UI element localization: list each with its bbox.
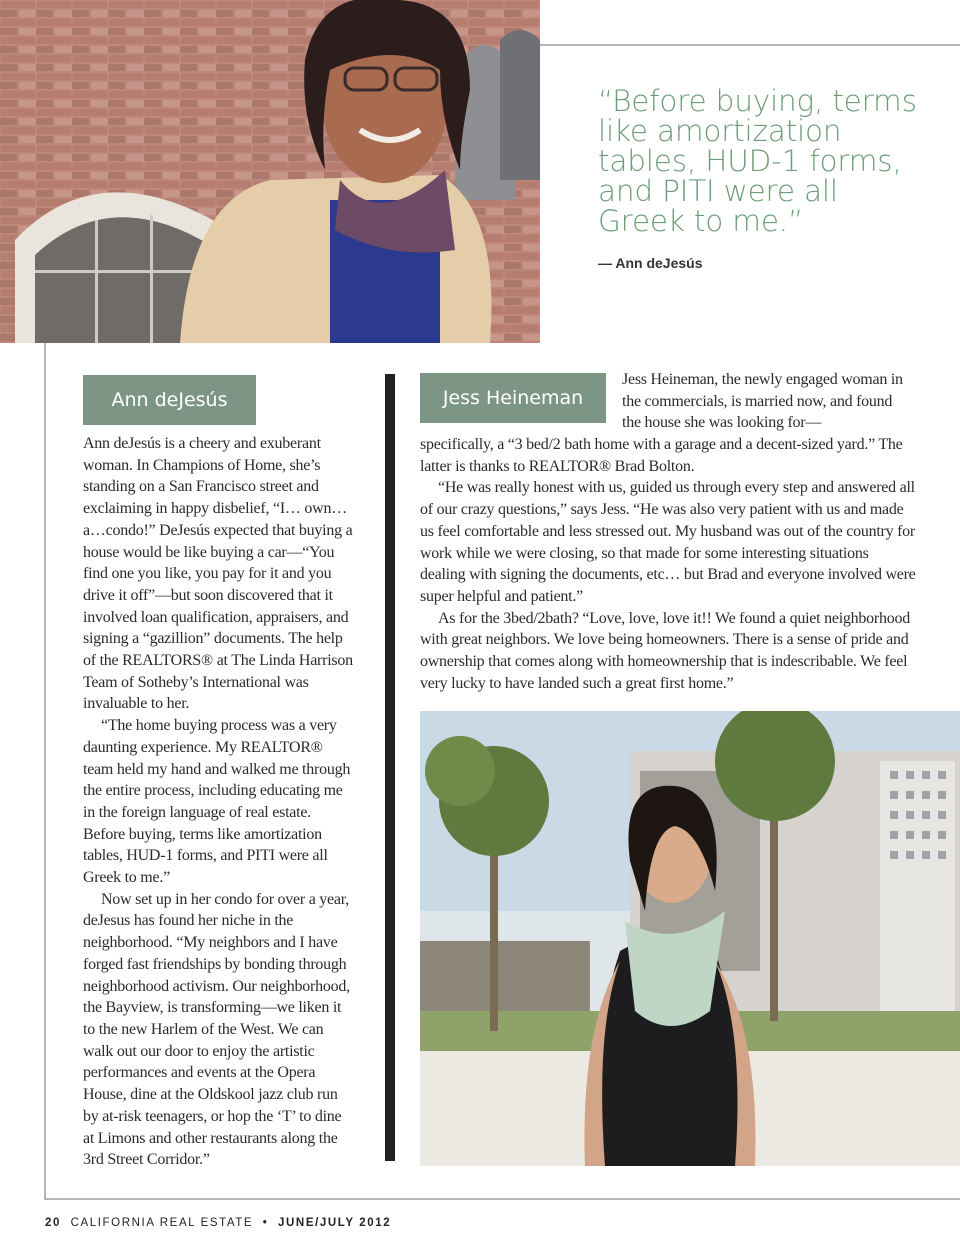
ann-dejesus-photo	[0, 0, 540, 343]
header-rule	[540, 44, 960, 46]
page-footer	[45, 1217, 391, 1229]
footer-bullet: •	[262, 1217, 269, 1229]
pull-quote-line: Greek to me.”	[598, 204, 804, 238]
ann-article-text	[83, 433, 355, 1171]
issue-date: JUNE/JULY 2012	[278, 1217, 392, 1229]
publication-name: CALIFORNIA REAL ESTATE	[70, 1217, 254, 1229]
jess-article-text	[420, 434, 916, 694]
column-divider	[385, 374, 395, 1161]
pull-quote-line: and PITI were all	[598, 174, 838, 208]
left-frame-rule	[44, 343, 46, 1200]
jess-heineman-photo	[420, 711, 960, 1166]
pull-quote-line: “Before buying, terms	[598, 84, 917, 118]
bottom-frame-rule	[44, 1198, 960, 1200]
pull-quote-line: tables, HUD-1 forms,	[598, 144, 902, 178]
jess-paragraph: As for the 3bed/2bath? “Love, love, love it!! We found a quiet neighborhood with great neighbors. We love being homeowners. There is a sense of pride and ownership that comes along with homeownership that is indescribable. We feel very lucky to have landed such a great first home.”	[420, 609, 910, 692]
jess-paragraph: “He was really honest with us, guided us through every step and answered all of our crazy questions,” says Jess. “He was also very patient with us and made us feel comfortable and less stressed out. My husband was out of the country for work while we were closing, so that made for some interesting situations dealing with signing the documents, etc… but Brad and everyone involved were super helpful and patient.”	[420, 479, 916, 605]
page-number: 20	[45, 1217, 61, 1229]
ann-name-heading: Ann deJesús	[83, 375, 256, 425]
jess-paragraph: specifically, a “3 bed/2 bath home with a garage and a decent-sized yard.” The latter is thanks to REALTOR® Brad Bolton.	[420, 436, 903, 475]
pull-quote	[598, 86, 938, 236]
jess-intro-text: Jess Heineman, the newly engaged woman in the commercials, is married now, and found the house she was looking for—	[622, 371, 903, 432]
ann-paragraph: “The home buying process was a very daunting experience. My REALTOR® team held my hand and walked me through the entire process, including educating me in the foreign language of real estate. Before buying, terms like amortization tables, HUD-1 forms, and PITI were all Greek to me.”	[83, 717, 351, 887]
jess-name-heading: Jess Heineman	[420, 373, 606, 423]
pull-quote-line: like amortization	[598, 114, 842, 148]
pull-quote-attribution: — Ann deJesús	[598, 255, 703, 271]
ann-paragraph: Ann deJesús is a cheery and exuberant woman. In Champions of Home, she’s standing on a San Francisco street and exclaiming in happy disbelief, “I… own…a…condo!” DeJesús expected that buying a house would be like buying a car—“You find one you like, you pay for it and you drive it off”—but soon discovered that it involved loan qualification, appraisers, and signing a “gazillion” documents. The help of the REALTORS® at The Linda Harrison Team of Sotheby’s International was invaluable to her.	[83, 435, 353, 713]
ann-paragraph: Now set up in her condo for over a year, deJesus has found her niche in the neighborhood. “My neighbors and I have forged fast friendships by bonding through neighborhood activism. Our neighborhood, the Bayview, is transforming—we liken it to the new Harlem of the West. We can walk out our door to enjoy the artistic performances and events at the Opera House, dine at the Oldskool jazz club run by at-risk teenagers, or hop the ‘T’ to dine at Limons and other restaurants along the 3rd Street Corridor.”	[83, 890, 350, 1169]
